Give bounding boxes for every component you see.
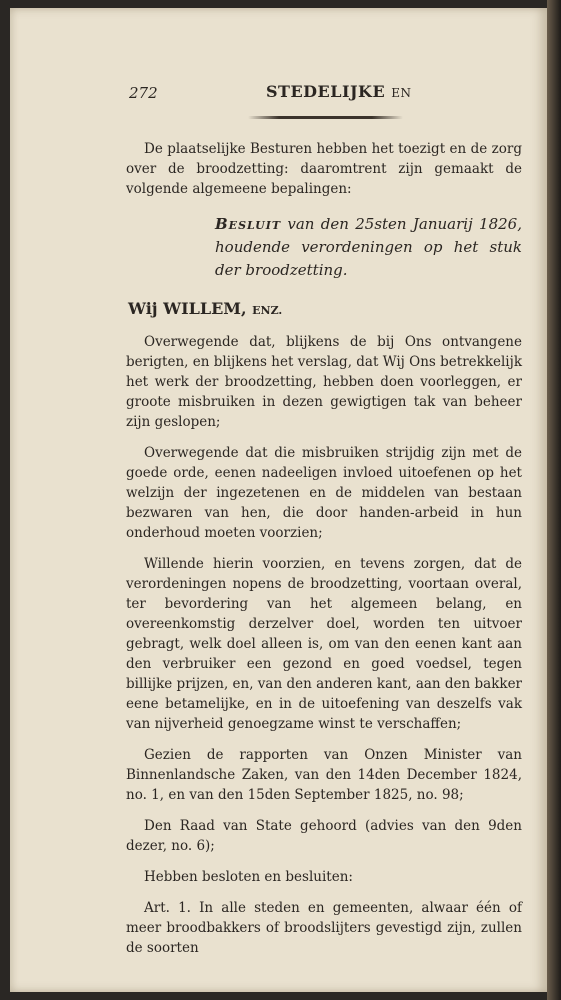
- running-head-main: STEDELIJKE: [266, 82, 386, 101]
- page-number: 272: [129, 84, 158, 102]
- header-rule: [248, 116, 403, 119]
- wij-willem-heading: [128, 299, 522, 321]
- intro-paragraph: De plaatselijke Besturen hebben het toezigt en de zorg over de broodzetting: daaromtrent zijn gemaakt de volgende algemeene bepalingen:: [126, 141, 522, 197]
- paragraph-5: Den Raad van State gehoord (advies van den 9den dezer, no. 6);: [126, 818, 522, 854]
- paragraph-1: Overwegende dat, blijkens de bij Ons ontvangene berigten, en blijkens het verslag, dat Wij Ons betrekkelijk het werk der broodzetting, hebben doen voorleggen, er groote misbruiken in dezen gewigtigen tak van beheer zijn geslopen;: [126, 334, 522, 430]
- running-head-small: EN: [391, 86, 412, 100]
- decree-title-lead: Besluit: [215, 215, 282, 233]
- wij-main: Wij WILLEM,: [128, 299, 247, 318]
- page-header: [120, 76, 522, 106]
- paragraph-3: Willende hierin voorzien, en tevens zorgen, dat de verordeningen nopens de broodzetting, voortaan overal, ter bevordering van het algemeen belang, en overeenkomstig derzelver doel, worden ten uitvoer gebragt, welk doel alleen is, om van den eenen kant aan den verbruiker een gezond en goed voedsel, tegen billijke prijzen, en, van den anderen kant, aan den bakker eene betamelijke, en in de uitoefening van deszelfs vak van nijverheid genoegzame winst te verschaffen;: [126, 556, 523, 732]
- page-content: [120, 76, 522, 958]
- paragraph-6: Hebben besloten en besluiten:: [144, 869, 353, 885]
- decree-title-rest: van den 25sten Januarij 1826, houdende verordeningen op het stuk der broodzetting.: [215, 215, 522, 279]
- paragraph-2: Overwegende dat die misbruiken strijdig zijn met de goede orde, eenen nadeeligen invloed uitoefenen op het welzijn der ingezetenen en de middelen van bestaan bezwaren van hen, die door handen-arbeid in hun onderhoud moeten voorzien;: [126, 445, 522, 541]
- paragraph-7: Art. 1. In alle steden en gemeenten, alwaar één of meer broodbakkers of broodslijters gevestigd zijn, zullen de soorten: [126, 900, 522, 956]
- paragraph-4: Gezien de rapporten van Onzen Minister van Binnenlandsche Zaken, van den 14den December 1824, no. 1, en van den 15den September 1825, no. 98;: [126, 747, 522, 803]
- wij-enz: ENZ.: [252, 304, 283, 317]
- running-head: [266, 82, 411, 101]
- decree-title: [215, 213, 522, 282]
- book-edge: [547, 0, 561, 1000]
